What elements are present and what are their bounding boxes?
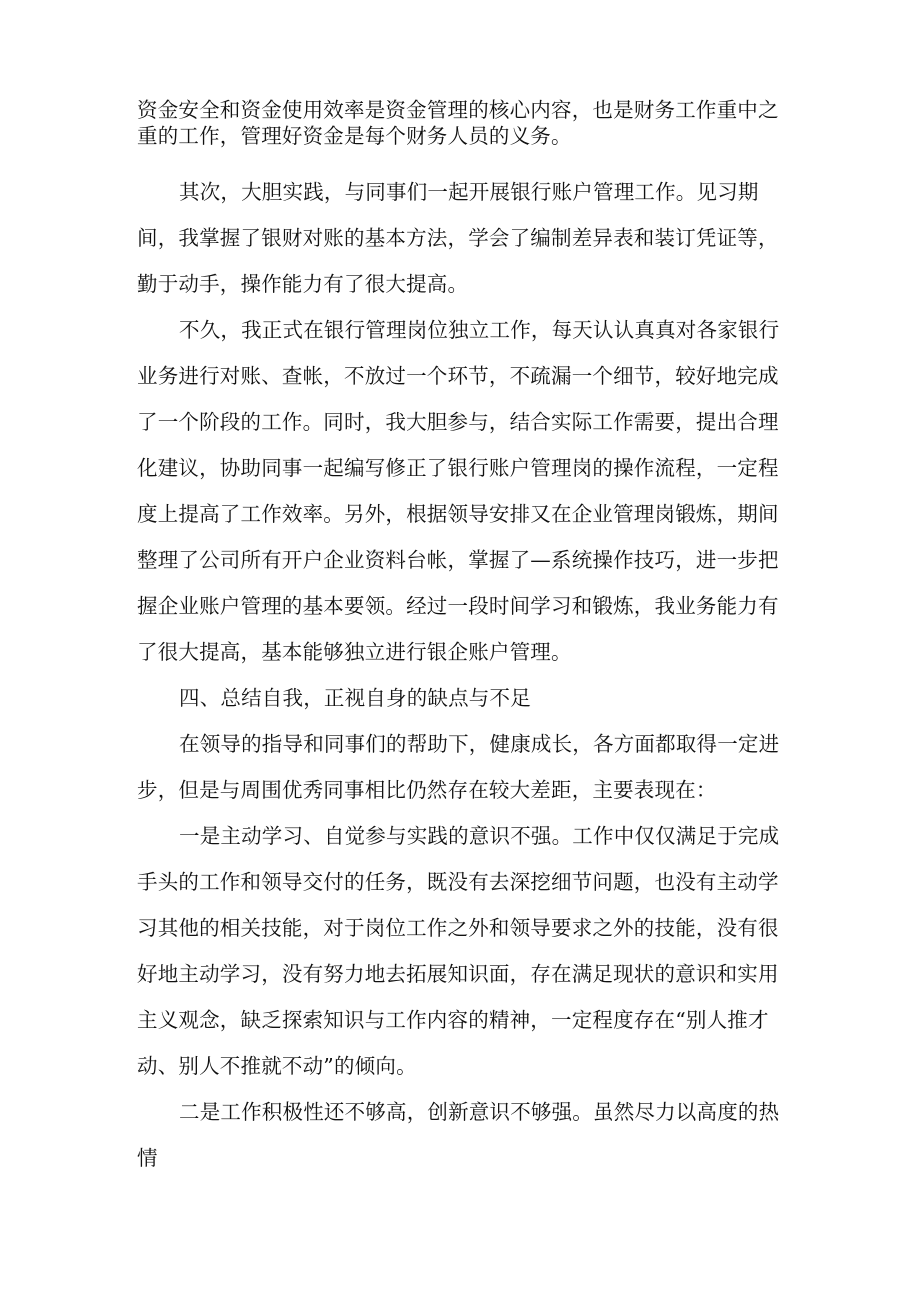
paragraph-progress-and-gaps: 在领导的指导和同事们的帮助下，健康成长，各方面都取得一定进步，但是与周围优秀同事相比仍然存在较大差距，主要表现在： bbox=[137, 732, 780, 802]
paragraph-independent-work: 不久，我正式在银行管理岗位独立工作，每天认认真真对各家银行业务进行对账、查帐，不放过一个环节，不疏漏一个细节，较好地完成了一个阶段的工作。同时，我大胆参与，结合实际工作需要，提出合理化建议，协助同事一起编写修正了银行账户管理岗的操作流程，一定程度上提高了工作效率。另外，根据领导安排又在企业管理岗锻炼，期间整理了公司所有开户企业资料台帐，掌握了—系统操作技巧，进一步把握企业账户管理的基本要领。经过一段时间学习和锻炼，我业务能力有了很大提高，基本能够独立进行银企账户管理。 bbox=[137, 318, 780, 664]
document-body bbox=[137, 97, 797, 1181]
paragraph-work-enthusiasm: 二是工作积极性还不够高，创新意识不够强。虽然尽力以高度的热情 bbox=[137, 1100, 780, 1170]
paragraph-funds-management: 资金安全和资金使用效率是资金管理的核心内容，也是财务工作重中之重的工作，管理好资金是每个财务人员的义务。 bbox=[137, 98, 779, 148]
section-heading-self-summary: 四、总结自我，正视自身的缺点与不足 bbox=[179, 686, 531, 710]
paragraph-learning-awareness: 一是主动学习、自觉参与实践的意识不强。工作中仅仅满足于完成手头的工作和领导交付的任务，既没有去深挖细节问题，也没有主动学习其他的相关技能，对于岗位工作之外和领导要求之外的技能，没有很好地主动学习，没有努力地去拓展知识面，存在满足现状的意识和实用主义观念，缺乏探索知识与工作内容的精神，一定程度存在“别人推才动、别人不推就不动”的倾向。 bbox=[137, 824, 780, 1078]
paragraph-bank-account-practice: 其次，大胆实践，与同事们一起开展银行账户管理工作。见习期间，我掌握了银财对账的基本方法，学会了编制差异表和装订凭证等，勤于动手，操作能力有了很大提高。 bbox=[137, 180, 779, 296]
